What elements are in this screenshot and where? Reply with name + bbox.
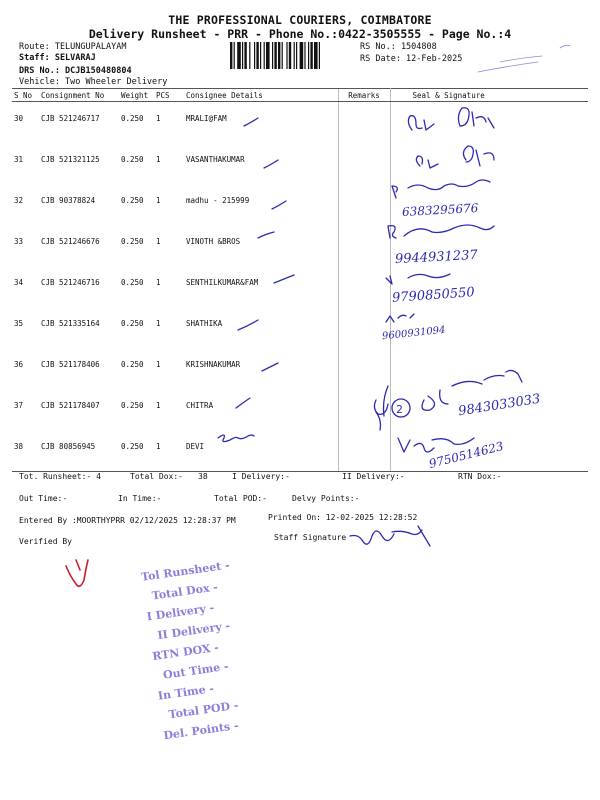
i-delivery: I Delivery:- xyxy=(232,472,290,481)
cell-pcs: 1 xyxy=(154,430,184,472)
cell-consignment: CJB 521246676 xyxy=(41,237,100,246)
barcode-bar xyxy=(234,42,235,69)
cell-weight: 0.250 xyxy=(121,278,144,287)
table-row xyxy=(12,225,588,266)
cell-weight: 0.250 xyxy=(119,430,154,472)
handwritten-phone: 9600931094 xyxy=(381,324,447,343)
cell-sno: 35 xyxy=(14,319,24,328)
cell-weight: 0.250 xyxy=(121,360,144,369)
table-row xyxy=(12,266,588,307)
stamp-line: RTN DOX - xyxy=(151,640,220,664)
cell-signature xyxy=(390,348,588,389)
stamp-line: II Delivery - xyxy=(156,619,231,643)
handwritten-phone: 9944931237 xyxy=(394,247,479,268)
cell-pcs: 1 xyxy=(156,196,161,205)
svg-text:2: 2 xyxy=(396,403,403,416)
cell-pcs: 1 xyxy=(156,114,161,123)
col-seal-signature: Seal & Signature xyxy=(390,89,588,102)
cell-consignment: CJB 521246717 xyxy=(41,114,100,123)
cell-consignment: CJB 521178406 xyxy=(41,360,100,369)
cell-remarks xyxy=(338,184,390,225)
barcode-bar xyxy=(244,42,246,69)
barcode-bar xyxy=(294,42,295,69)
staff-signature xyxy=(350,526,430,546)
col-sno: S No xyxy=(12,89,39,102)
verified-by: Verified By xyxy=(19,537,72,546)
total-pod: Total POD:- xyxy=(214,494,267,503)
runsheet-table xyxy=(12,88,588,472)
stamp-line: Total POD - xyxy=(167,698,240,722)
barcode-bar xyxy=(289,42,291,69)
handwritten-phone: 9843033033 xyxy=(457,391,542,420)
cell-consignee: VINOTH &BROS xyxy=(186,237,241,246)
cell-signature xyxy=(390,143,588,184)
col-consignee: Consignee Details xyxy=(184,89,338,102)
cell-sno: 30 xyxy=(14,114,24,123)
barcode-bar xyxy=(230,42,232,69)
barcode-bar xyxy=(272,42,273,69)
barcode-bar xyxy=(264,42,265,69)
cell-consignment: CJB 521335164 xyxy=(41,319,100,328)
barcode-bar xyxy=(310,42,312,69)
cell-weight: 0.250 xyxy=(121,401,144,410)
cell-sno: 32 xyxy=(14,196,24,205)
cell-remarks xyxy=(338,102,390,144)
cell-consignee: KRISHNAKUMAR xyxy=(186,360,241,369)
company-title: THE PROFESSIONAL COURIERS, COIMBATORE xyxy=(168,13,432,27)
total-dox-label: Total Dox:- xyxy=(130,472,183,481)
cell-pcs: 1 xyxy=(156,319,161,328)
ii-delivery: II Delivery:- xyxy=(342,472,405,481)
col-consignment: Consignment No xyxy=(39,89,119,102)
out-time: Out Time:- xyxy=(19,494,68,503)
staff-signature-label: Staff Signature xyxy=(274,533,347,542)
cell-sno: 31 xyxy=(14,155,24,164)
tot-runsheet: Tot. Runsheet:- 4 xyxy=(19,472,101,481)
stamp-line: Tol Runsheet - xyxy=(140,558,231,584)
barcode-bar xyxy=(304,42,305,69)
printed-on: Printed On: 12-02-2025 12:28:52 xyxy=(268,513,418,522)
cell-remarks xyxy=(338,348,390,389)
cell-pcs: 1 xyxy=(156,360,161,369)
scribble-mark xyxy=(478,45,570,72)
barcode-bar xyxy=(260,42,261,69)
cell-pcs: 1 xyxy=(156,278,161,287)
staff-label: Staff: SELVARAJ xyxy=(19,53,96,63)
cell-consignee: VASANTHAKUMAR xyxy=(186,155,245,164)
cell-consignee: SHATHIKA xyxy=(186,319,223,328)
col-pcs: PCS xyxy=(154,89,184,102)
verify-mark xyxy=(66,560,88,586)
barcode-bar xyxy=(256,42,258,69)
barcode-image xyxy=(230,42,356,69)
rtn-dox: RTN Dox:- xyxy=(458,472,502,481)
cell-weight: 0.250 xyxy=(121,114,144,123)
barcode-bar xyxy=(254,42,255,69)
barcode-bar xyxy=(278,42,280,69)
in-time: In Time:- xyxy=(118,494,162,503)
cell-pcs: 1 xyxy=(156,155,161,164)
delvy-points: Delvy Points:- xyxy=(292,494,360,503)
cell-consignee: MRALI@FAM xyxy=(186,114,227,123)
cell-consignment: CJB 521246716 xyxy=(41,278,100,287)
cell-consignee: DEVI xyxy=(184,430,338,472)
cell-signature xyxy=(390,102,588,144)
barcode-bar xyxy=(300,42,304,69)
barcode-bar xyxy=(237,42,241,69)
cell-pcs: 1 xyxy=(156,237,161,246)
cell-remarks xyxy=(338,389,390,430)
cell-remarks xyxy=(338,143,390,184)
cell-sno: 37 xyxy=(14,401,24,410)
barcode-bar xyxy=(286,42,287,69)
drs-number: DRS No.: DCJB150480804 xyxy=(19,66,132,76)
cell-consignment: CJB 80856945 xyxy=(39,430,119,472)
delivery-stamp xyxy=(140,550,294,746)
barcode-bar xyxy=(266,42,270,69)
total-dox-value: 38 xyxy=(198,472,208,481)
cell-sno: 34 xyxy=(14,278,24,287)
barcode-bar xyxy=(242,42,243,69)
cell-weight: 0.250 xyxy=(121,155,144,164)
table-row xyxy=(12,143,588,184)
table-row xyxy=(12,348,588,389)
stamp-line: In Time - xyxy=(157,681,215,703)
barcode-bar xyxy=(319,42,320,69)
cell-weight: 0.250 xyxy=(121,237,144,246)
cell-weight: 0.250 xyxy=(121,196,144,205)
cell-consignment: CJB 90378824 xyxy=(41,196,96,205)
stamp-line: Total Dox - xyxy=(151,580,219,603)
entered-by: Entered By :MOORTHYPRR 02/12/2025 12:28:37 PM xyxy=(19,516,236,525)
rs-date: RS Date: 12-Feb-2025 xyxy=(360,54,463,64)
barcode-bar xyxy=(282,42,283,69)
stamp-line: Del. Points - xyxy=(162,718,240,743)
handwritten-phone: 9790850550 xyxy=(391,285,476,306)
barcode-bar xyxy=(314,42,318,69)
handwritten-phone: 6383295676 xyxy=(401,201,479,219)
col-remarks: Remarks xyxy=(338,89,390,102)
cell-sno: 33 xyxy=(14,237,24,246)
runsheet-subtitle: Delivery Runsheet - PRR - Phone No.:0422-3505555 - Page No.:4 xyxy=(88,27,512,41)
table-header-row xyxy=(12,89,588,102)
cell-sno: 36 xyxy=(14,360,24,369)
table-row xyxy=(12,307,588,348)
cell-remarks xyxy=(338,430,390,472)
cell-consignee: madhu - 215999 xyxy=(186,196,250,205)
table-row xyxy=(12,184,588,225)
route-label: Route: TELUNGUPALAYAM xyxy=(19,42,127,52)
cell-remarks xyxy=(338,225,390,266)
barcode-bar xyxy=(274,42,276,69)
cell-sno: 38 xyxy=(12,430,39,472)
barcode-bar xyxy=(249,42,250,69)
cell-remarks xyxy=(338,266,390,307)
handwritten-phone: 9750514623 xyxy=(427,438,505,472)
cell-consignee: SENTHILKUMAR&FAM xyxy=(186,278,259,287)
barcode-bar xyxy=(308,42,309,69)
rs-number: RS No.: 1504808 xyxy=(360,42,437,52)
vehicle-label: Vehicle: Two Wheeler Delivery xyxy=(19,77,168,87)
table-row xyxy=(12,102,588,144)
stamp-line: I Delivery - xyxy=(145,601,215,624)
col-weight: Weight xyxy=(119,89,154,102)
cell-pcs: 1 xyxy=(156,401,161,410)
cell-weight: 0.250 xyxy=(121,319,144,328)
stamp-line: Out Time - xyxy=(162,659,230,682)
cell-consignment: CJB 521321125 xyxy=(41,155,100,164)
cell-consignment: CJB 521178407 xyxy=(41,401,100,410)
cell-consignee: CHITRA xyxy=(186,401,214,410)
barcode-bar xyxy=(296,42,297,69)
